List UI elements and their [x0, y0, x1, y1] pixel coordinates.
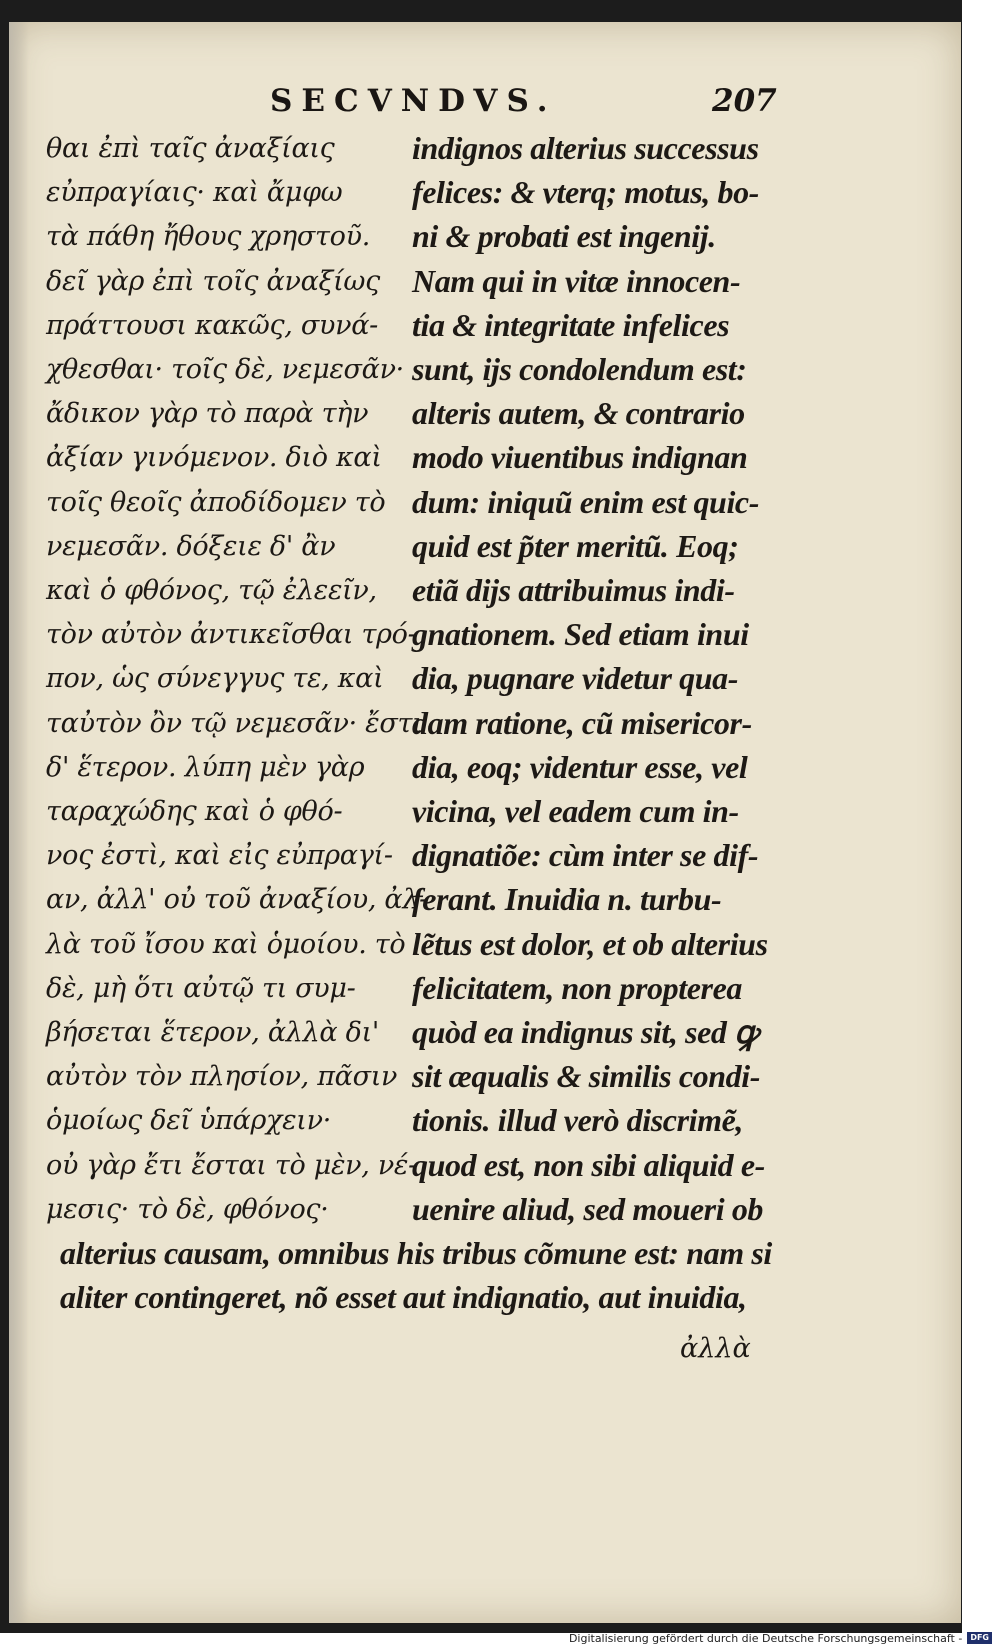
text-line: uenire aliud, sed moueri ob [412, 1190, 764, 1227]
text-line: τοῖς θεοῖς ἀποδίδομεν τὸ [46, 486, 386, 518]
page-number: 207 [712, 83, 777, 119]
text-line: ἀξίαν γινόμενον. διὸ καὶ [46, 442, 382, 474]
text-line: ταὐτὸν ὂν τῷ νεμεσᾶν· ἔστι [46, 707, 423, 739]
digitization-credit [569, 1631, 992, 1645]
text-line: dia, eoq; videntur esse, vel [412, 748, 748, 785]
text-line: δ' ἕτερον. λύπη μὲν γὰρ [46, 751, 365, 783]
text-line: alteris autem, & contrario [412, 395, 745, 432]
text-line: οὐ γὰρ ἔτι ἔσται τὸ μὲν, νέ- [46, 1149, 417, 1181]
text-line: αν, ἀλλ' οὐ τοῦ ἀναξίου, ἀλ- [46, 884, 428, 916]
text-line: modo viuentibus indignan [412, 439, 748, 476]
text-line: dia, pugnare videtur qua- [412, 660, 739, 697]
text-line: ni & probati est ingenij. [412, 218, 716, 255]
text-line: quod est, non sibi aliquid e- [412, 1146, 765, 1183]
text-line: πον, ὡς σύνεγγυς τε, καὶ [46, 663, 384, 695]
text-line: sunt, ijs condolendum est: [412, 351, 747, 387]
text-line: τὰ πάθη ἤθους χρηστοῦ. [46, 221, 370, 253]
text-line: δὲ, μὴ ὅτι αὐτῷ τι συμ- [46, 972, 356, 1004]
credit-text: Digitalisierung gefördert durch die Deutsche Forschungsgemeinschaft - [568, 1631, 963, 1645]
text-line: dam ratione, cũ misericor- [412, 704, 752, 741]
text-line: ὁμοίως δεῖ ὑπάρχειν· [46, 1105, 331, 1137]
text-line: dignatiõe: cùm inter se dif- [412, 837, 759, 874]
text-line: ferant. Inuidia n. turbu- [412, 881, 722, 918]
text-line: quòd ea indignus sit, sed ꝙ [412, 1014, 758, 1050]
text-line: vicina, vel eadem cum in- [412, 793, 739, 829]
text-line: νεμεσᾶν. δόξειε δ' ἂν [46, 530, 336, 562]
text-line: alterius causam, omnibus his tribus cõmune est: nam si [60, 1235, 772, 1271]
text-line: βήσεται ἕτερον, ἀλλὰ δι' [46, 1017, 380, 1048]
text-line: tionis. illud verò discrimẽ, [412, 1102, 744, 1139]
text-line: μεσις· τὸ δὲ, φθόνος· [46, 1193, 329, 1225]
catchword: ἀλλὰ [680, 1333, 751, 1364]
text-line: dum: iniquũ enim est quic- [412, 483, 759, 520]
text-line: etiã dijs attribuimus indi- [412, 572, 735, 608]
text-line: ἄδικον γὰρ τὸ παρὰ τὴν [46, 398, 369, 430]
text-line: θαι ἐπὶ ταῖς ἀναξίαις [46, 133, 335, 164]
text-line: quid est p̃ter meritũ. Eoq; [412, 527, 739, 564]
running-head: SECVNDVS. [270, 83, 557, 119]
text-line: tia & integritate infelices [412, 306, 730, 343]
text-line: aliter contingeret, nõ esset aut indignatio, aut inuidia, [60, 1279, 747, 1316]
text-line: felicitatem, non propterea [412, 969, 743, 1006]
text-line: λὰ τοῦ ἴσου καὶ ὁμοίου. τὸ [46, 928, 406, 960]
text-line: χθεσθαι· τοῖς δὲ, νεμεσᾶν· [46, 354, 404, 385]
text-line: αὐτὸν τὸν πλησίον, πᾶσιν [46, 1061, 398, 1093]
text-line: εὐπραγίαις· καὶ ἄμφω [46, 177, 343, 209]
text-line: καὶ ὁ φθόνος, τῷ ἐλεεῖν, [46, 575, 377, 606]
text-line: sit æqualis & similis condi- [412, 1058, 760, 1095]
text-line: lẽtus est dolor, et ob alterius [412, 925, 768, 962]
text-line: gnationem. Sed etiam inui [412, 616, 749, 653]
text-line: felices: & vterq; motus, bo- [412, 174, 759, 211]
dfg-logo: DFG [967, 1632, 992, 1644]
text-line: δεῖ γὰρ ἐπὶ τοῖς ἀναξίως [46, 265, 380, 297]
text-line: ταραχώδης καὶ ὁ φθό- [46, 796, 343, 827]
text-line: νος ἐστὶ, καὶ εἰς εὐπραγί- [46, 840, 393, 872]
text-line: πράττουσι κακῶς, συνά- [46, 309, 378, 341]
text-line: τὸν αὐτὸν ἀντικεῖσθαι τρό- [46, 619, 417, 651]
text-line: indignos alterius successus [412, 130, 759, 166]
text-line: Nam qui in vitæ innocen- [412, 262, 741, 299]
